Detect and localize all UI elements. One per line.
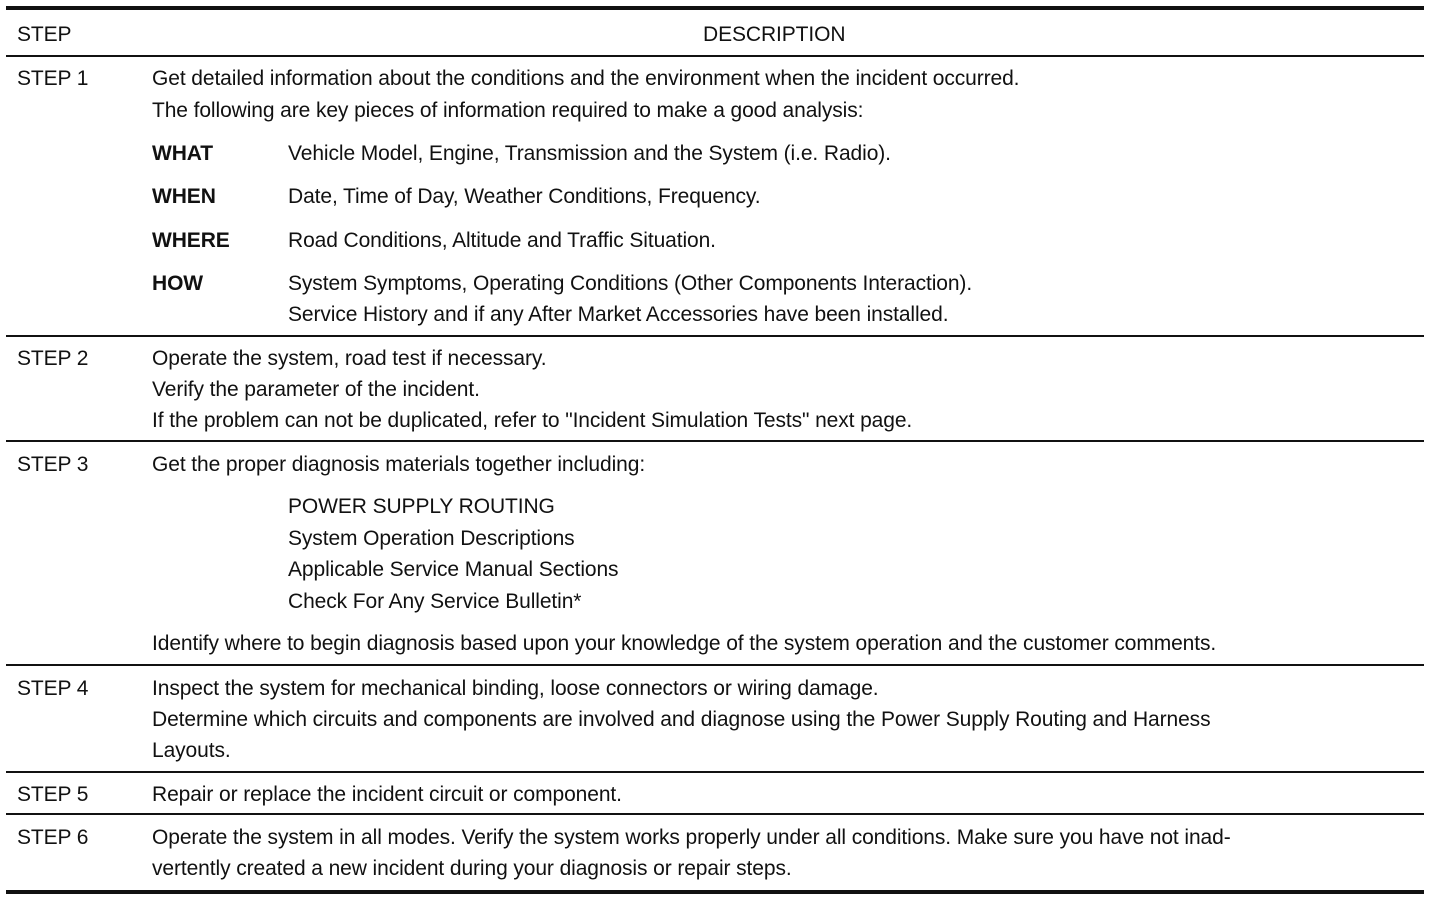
step-text: Verify the parameter of the incident. xyxy=(152,378,480,401)
info-value-how-continued: Service History and if any After Market Accessories have been installed. xyxy=(288,303,949,326)
table-bottom-rule xyxy=(6,890,1424,894)
table-top-rule xyxy=(6,6,1424,10)
step-text: vertently created a new incident during your diagnosis or repair steps. xyxy=(152,857,792,880)
step-text: Determine which circuits and components are involved and diagnose using the Power Supply Routing and Harness xyxy=(152,708,1211,731)
info-value-where: Road Conditions, Altitude and Traffic Situation. xyxy=(288,229,716,252)
material-item: System Operation Descriptions xyxy=(288,527,575,550)
step-label: STEP 4 xyxy=(17,677,89,700)
info-value-how: System Symptoms, Operating Conditions (Other Components Interaction). xyxy=(288,272,973,295)
info-key-when: WHEN xyxy=(152,185,216,208)
header-bottom-rule xyxy=(6,55,1424,57)
row-divider xyxy=(6,664,1424,666)
material-item: POWER SUPPLY ROUTING xyxy=(288,495,555,518)
column-header-step: STEP xyxy=(17,23,72,46)
info-key-how: HOW xyxy=(152,272,204,295)
step-label: STEP 2 xyxy=(17,347,89,370)
column-header-description: DESCRIPTION xyxy=(703,23,846,46)
step-text: If the problem can not be duplicated, refer to "Incident Simulation Tests" next page. xyxy=(152,409,913,432)
step-label: STEP 3 xyxy=(17,453,89,476)
step-text: Get the proper diagnosis materials together including: xyxy=(152,453,646,476)
step-text: The following are key pieces of information required to make a good analysis: xyxy=(152,99,864,122)
step-text: Operate the system, road test if necessary. xyxy=(152,347,547,370)
step-text: Repair or replace the incident circuit or component. xyxy=(152,783,622,806)
info-key-where: WHERE xyxy=(152,229,230,252)
row-divider xyxy=(6,771,1424,773)
row-divider xyxy=(6,813,1424,815)
step-text: Layouts. xyxy=(152,739,231,762)
material-item: Check For Any Service Bulletin* xyxy=(288,590,582,613)
row-divider xyxy=(6,335,1424,337)
row-divider xyxy=(6,440,1424,442)
step-text: Inspect the system for mechanical binding, loose connectors or wiring damage. xyxy=(152,677,879,700)
info-value-what: Vehicle Model, Engine, Transmission and the System (i.e. Radio). xyxy=(288,142,891,165)
step-label: STEP 6 xyxy=(17,826,89,849)
step-label: STEP 5 xyxy=(17,783,89,806)
step-text: Get detailed information about the conditions and the environment when the incident occurred. xyxy=(152,67,1020,90)
info-key-what: WHAT xyxy=(152,142,214,165)
step-text: Operate the system in all modes. Verify the system works properly under all conditions. Make sure you have not inad- xyxy=(152,826,1231,849)
diagnosis-steps-table xyxy=(6,0,1424,904)
material-item: Applicable Service Manual Sections xyxy=(288,558,619,581)
info-value-when: Date, Time of Day, Weather Conditions, Frequency. xyxy=(288,185,761,208)
step-text: Identify where to begin diagnosis based upon your knowledge of the system operation and the customer comments. xyxy=(152,632,1217,655)
step-label: STEP 1 xyxy=(17,67,89,90)
